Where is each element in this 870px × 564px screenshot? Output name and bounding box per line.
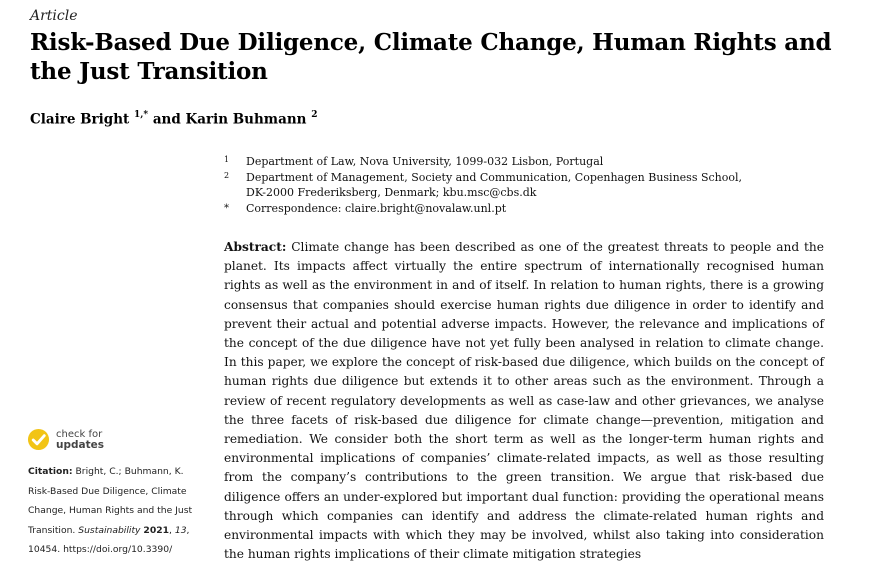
abstract: [224, 238, 824, 564]
citation-volume: 13: [174, 524, 187, 536]
check-updates-line2: updates: [56, 438, 104, 451]
citation: Citation: Bright, C.; Buhmann, K. Risk-Based Due Diligence, Climate Change, Human Rights and the Just Transition. Sustainability 2021, 13, 10454. https://doi.org/10.3390/: [28, 466, 193, 555]
author-affiliation-marks: 1,*: [134, 110, 149, 120]
correspondence: [224, 201, 824, 217]
citation-journal: Sustainability: [78, 524, 141, 536]
check-updates-text: [56, 430, 104, 450]
affiliation-1: [224, 154, 824, 170]
affiliation-mark: 1: [224, 155, 230, 164]
affiliation-2: [224, 170, 824, 201]
affiliation-line: Department of Law, Nova University, 1099-032 Lisbon, Portugal: [246, 155, 604, 168]
paper-title: Risk-Based Due Diligence, Climate Change, Human Rights and the Just Transition: [30, 29, 832, 85]
citation-label: Citation:: [28, 466, 73, 477]
citation-text: Bright, C.; Buhmann, K. Risk-Based Due Diligence, Climate Change, Human Rights and the Just Transition.: [28, 466, 193, 536]
correspondence-line: Correspondence: claire.bright@novalaw.unl.pt: [246, 201, 507, 215]
author-joiner: and: [152, 111, 181, 128]
author-affiliation-marks: 2: [311, 110, 318, 120]
check-updates-line1: check for: [56, 428, 103, 440]
affiliation-line: DK-2000 Frederiksberg, Denmark; kbu.msc@cbs.dk: [246, 186, 537, 199]
article-type: Article: [30, 8, 78, 24]
abstract-label: Abstract:: [224, 240, 287, 254]
citation-year: 2021: [143, 524, 169, 536]
check-for-updates-badge[interactable]: [27, 428, 104, 451]
author-name: Claire Bright: [30, 111, 130, 128]
abstract-text: Climate change has been described as one of the greatest threats to people and the planet. Its impacts affect virtually the entire spectrum of internationally recognised human rights as well as the environment in and of itself. In relation to human rights, there is a growing consensus that companies should exercise human rights due diligence in order to identify and prevent their actual and potential adverse impacts. However, the relevance and implications of the concept of the due diligence have not yet fully been analysed in relation to climate change. In this paper, we explore the concept of risk-based due diligence, which builds on the concept of human rights due diligence but extends it to other areas such as the environment. Through a review of recent regulatory developments as well as case-law and other grievances, we analyse the three facets of risk-based due diligence for climate change—prevention, mitigation and remediation. We consider both the short term as well as the longer-term human rights and environmental implications of companies’ climate-related impacts, as well as those resulting from the company’s contributions to the green transition. We argue that risk-based due diligence offers an under-explored but important dual function: providing the operational means through which companies can identify and address the climate-related human rights and environmental impacts with which they may be involved, whilst also taking into consideration the human rights implications of their climate mitigation strategies: [224, 240, 824, 562]
affiliation-line: Department of Management, Society and Communication, Copenhagen Business School,: [246, 170, 742, 184]
affiliations: [224, 154, 824, 216]
check-updates-icon: [27, 428, 50, 451]
correspondence-mark: *: [224, 202, 229, 214]
affiliation-mark: 2: [224, 170, 230, 180]
citation-doi[interactable]: 10454. https://doi.org/10.3390/: [28, 544, 173, 555]
author-list: [30, 111, 317, 128]
author-name: Karin Buhmann: [185, 111, 307, 128]
